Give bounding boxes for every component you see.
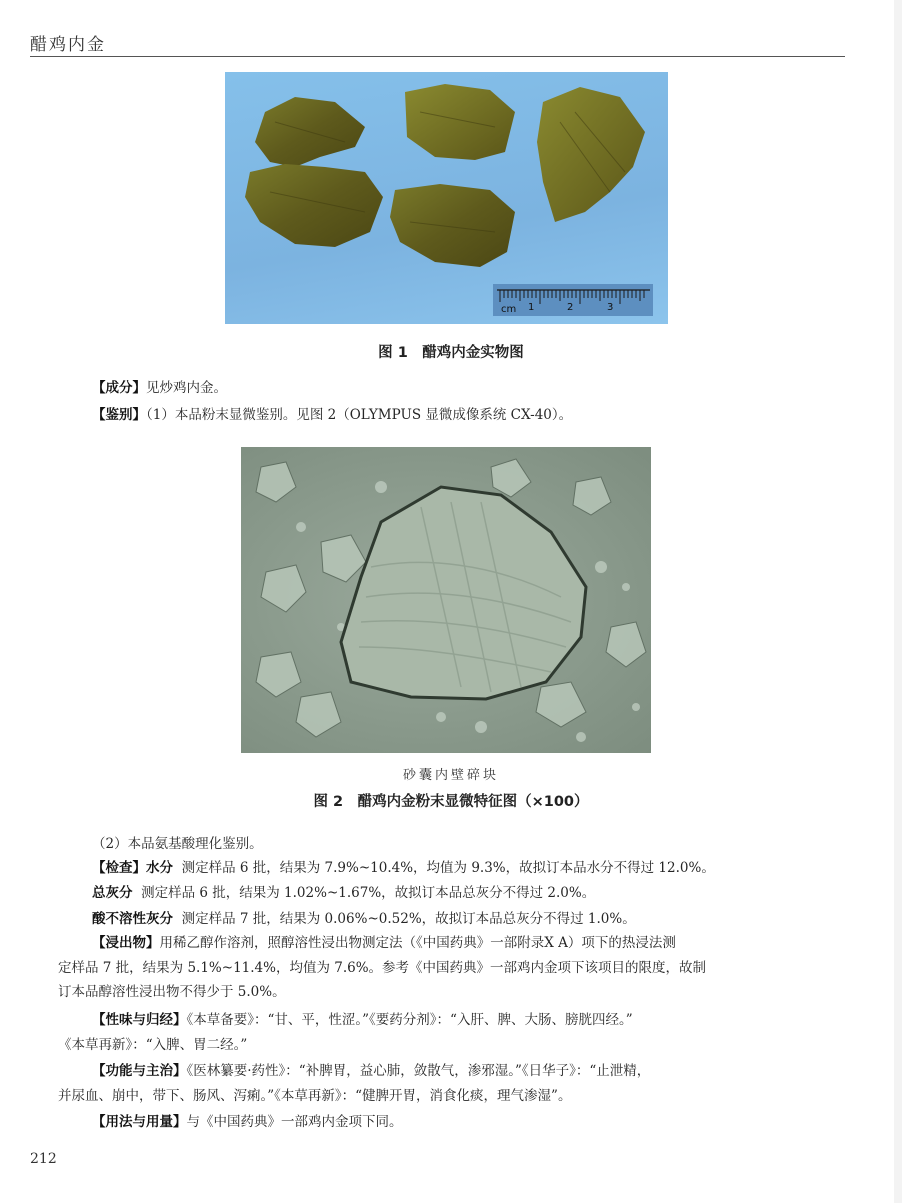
header-rule bbox=[30, 56, 845, 57]
page-number: 212 bbox=[30, 1151, 57, 1167]
usage-line bbox=[92, 1112, 403, 1132]
function-text-1: 《医林纂要·药性》：“补脾胃，益心肺，敛散气，渗邪湿。”《日华子》：“止泄精， bbox=[186, 1063, 651, 1079]
extract-line-1 bbox=[92, 933, 676, 953]
figure2-annotation: 砂囊内壁碎块 bbox=[402, 768, 499, 783]
specimen-piece-2 bbox=[245, 164, 383, 247]
extract-line-3: 订本品醇溶性浸出物不得少于 5.0%。 bbox=[58, 984, 286, 1000]
usage-text: 与《中国药典》一部鸡内金项下同。 bbox=[186, 1114, 403, 1130]
composition-line bbox=[92, 378, 227, 398]
identification-text: （1）本品粉末显微鉴别。见图 2（OLYMPUS 显微成像系统 CX-40）。 bbox=[146, 407, 573, 423]
ash-tag: 总灰分 bbox=[92, 885, 133, 901]
water-line bbox=[92, 858, 715, 878]
figure1-photo bbox=[225, 72, 668, 324]
check-tag: 【检查】 bbox=[92, 860, 146, 876]
taste-line-2: 《本草再新》：“入脾、胃二经。” bbox=[58, 1037, 248, 1053]
usage-tag: 【用法与用量】 bbox=[92, 1114, 187, 1130]
composition-text: 见炒鸡内金。 bbox=[146, 380, 227, 396]
function-line-2: 并尿血、崩中，带下、肠风、泻痢。”《本草再新》：“健脾开胃，消食化痰，理气渗湿”。 bbox=[58, 1088, 572, 1104]
composition-tag: 【成分】 bbox=[92, 380, 146, 396]
micrograph-image bbox=[241, 447, 651, 753]
extract-text-1: 用稀乙醇作溶剂，照醇溶性浸出物测定法（《中国药典》一部附录Ⅹ A）项下的热浸法测 bbox=[159, 935, 676, 951]
taste-text-1: 《本草备要》：“甘、平，性涩。”《要药分剂》：“入肝、脾、大肠、膀胱四经。” bbox=[186, 1012, 633, 1028]
ash-line bbox=[92, 883, 595, 903]
water-tag: 水分 bbox=[146, 860, 173, 876]
page-edge bbox=[894, 0, 902, 1203]
ash-text: 测定样品 6 批，结果为 1.02%~1.67%，故拟订本品总灰分不得过 2.0%。 bbox=[141, 885, 596, 901]
ruler-number-2: 2 bbox=[567, 302, 574, 313]
specimen-piece-5 bbox=[537, 87, 645, 222]
acid-ash-tag: 酸不溶性灰分 bbox=[92, 911, 173, 927]
specimen-photo bbox=[225, 72, 668, 324]
ruler-number-1: 1 bbox=[528, 302, 535, 313]
gizzard-lining-fragment bbox=[341, 487, 586, 699]
ident2-line: （2）本品氨基酸理化鉴别。 bbox=[92, 836, 263, 852]
identification-line bbox=[92, 405, 572, 425]
extract-tag: 【浸出物】 bbox=[92, 935, 160, 951]
acid-ash-line bbox=[92, 909, 636, 929]
acid-ash-text: 测定样品 7 批，结果为 0.06%~0.52%，故拟订本品总灰分不得过 1.0%。 bbox=[181, 911, 636, 927]
ruler-unit-label: cm bbox=[501, 304, 517, 315]
taste-line-1 bbox=[92, 1010, 633, 1030]
figure1-caption: 图 1 醋鸡内金实物图 bbox=[378, 345, 524, 361]
figure2-micrograph bbox=[241, 447, 651, 753]
running-header: 醋鸡内金 bbox=[30, 35, 106, 55]
figure2-caption: 图 2 醋鸡内金粉末显微特征图（×100） bbox=[313, 794, 589, 810]
function-tag: 【功能与主治】 bbox=[92, 1063, 187, 1079]
specimen-piece-4 bbox=[390, 184, 515, 267]
extract-line-2: 定样品 7 批，结果为 5.1%~11.4%，均值为 7.6%。参考《中国药典》一部鸡内金项下该项目的限度，故制 bbox=[58, 960, 707, 976]
specimen-piece-3 bbox=[405, 84, 515, 160]
ruler-number-3: 3 bbox=[607, 302, 614, 313]
function-line-1 bbox=[92, 1061, 650, 1081]
water-text: 测定样品 6 批，结果为 7.9%~10.4%，均值为 9.3%，故拟订本品水分不得过 12.0%。 bbox=[181, 860, 715, 876]
identification-tag: 【鉴别】 bbox=[92, 407, 146, 423]
taste-tag: 【性味与归经】 bbox=[92, 1012, 187, 1028]
